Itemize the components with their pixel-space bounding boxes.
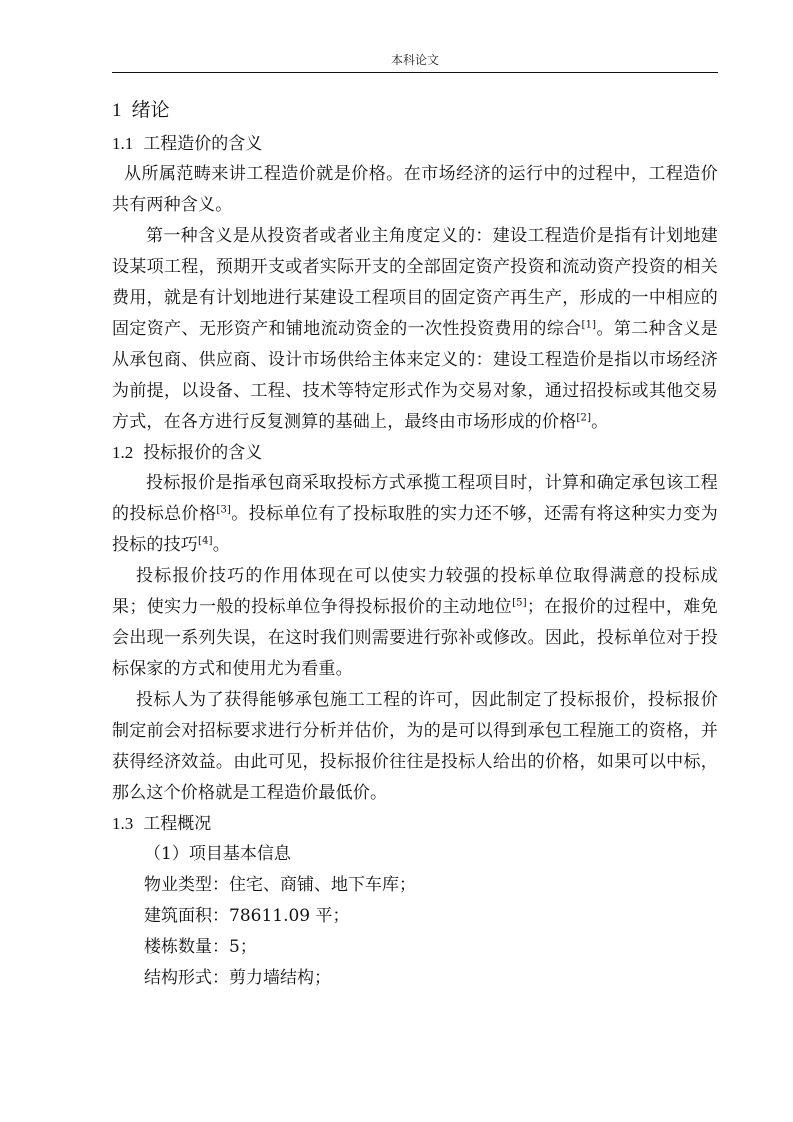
section-number: 1.3 — [112, 814, 134, 833]
paragraph: 从所属范畴来讲工程造价就是价格。在市场经济的运行中的过程中，工程造价共有两种含义。 — [112, 164, 718, 215]
paragraph-text: 投标报价是指承包商采取投标方式承揽工程项目时，计算和确定承包该工程的投标总价格 — [112, 473, 718, 524]
document-body — [112, 92, 718, 994]
paragraph-text: ；在报价的过程中，难免会出现一系列失误，在这时我们则需要进行弥补或修改。因此，投标单位对于投标保家的方式和使用尤为看重。 — [112, 597, 718, 679]
paragraph — [112, 221, 718, 438]
paragraph-text: 。投标单位有了投标取胜的实力还不够，还需有将这种实力变为投标的技巧 — [112, 504, 718, 555]
paragraph-text: 。第二种含义是从承包商、供应商、设计市场供给主体来定义的：建设工程造价是指以市场经济为前提，以设备、工程、技术等特定形式作为交易对象，通过招投标或其他交易方式，在各方进行反复测算的基础上，最终由市场形成的价格 — [112, 319, 718, 432]
citation: [3] — [216, 504, 232, 516]
header-rule — [112, 72, 718, 73]
paragraph — [112, 561, 718, 685]
section-title: 工程造价的含义 — [143, 134, 263, 154]
paragraph — [112, 468, 718, 561]
citation: [1] — [581, 319, 597, 331]
paragraph-text: 投标报价技巧的作用体现在可以使实力较强的投标单位取得满意的投标成果；使实力一般的投标单位争得投标报价的主动地位 — [112, 566, 718, 617]
info-line: （1）项目基本信息 — [144, 844, 291, 864]
paragraph-text: 。 — [212, 535, 230, 555]
section-heading — [112, 129, 718, 159]
chapter-title: 绪论 — [131, 99, 170, 121]
paragraph-text: 第一种含义是从投资者或者业主角度定义的：建设工程造价是指有计划地建设某项工程，预期开支或者实际开支的全部固定资产投资和流动资产投资的相关费用，就是有计划地进行某建设工程项目的固定资产再生产，形成的一中相应的固定资产、无形资产和铺地流动资金的一次性投资费用的综合 — [112, 226, 718, 339]
section-title: 投标报价的含义 — [143, 443, 263, 463]
section-heading — [112, 438, 718, 468]
info-line: 物业类型：住宅、商铺、地下车库； — [144, 875, 416, 895]
section-heading — [112, 809, 718, 839]
section-number: 1.1 — [112, 134, 134, 153]
paragraph-text: 。 — [591, 412, 609, 432]
page-header: 本科论文 — [390, 53, 439, 67]
citation: [5] — [512, 597, 527, 609]
info-line: 结构形式：剪力墙结构； — [144, 968, 331, 988]
info-line: 楼栋数量：5； — [144, 937, 257, 957]
citation: [4] — [198, 535, 213, 547]
paragraph: 投标人为了获得能够承包施工工程的许可，因此制定了投标报价，投标报价制定前会对招标要求进行分析并估价，为的是可以得到承包工程施工的资格，并获得经济效益。由此可见，投标报价往往是投标人给出的价格，如果可以中标，那么这个价格就是工程造价最低价。 — [112, 690, 718, 803]
chapter-number: 1 — [112, 100, 122, 121]
section-title: 工程概况 — [143, 814, 212, 834]
citation: [2] — [576, 412, 592, 424]
info-line: 建筑面积：78611.09 平； — [144, 906, 350, 926]
section-number: 1.2 — [112, 443, 134, 462]
chapter-heading — [112, 92, 718, 129]
